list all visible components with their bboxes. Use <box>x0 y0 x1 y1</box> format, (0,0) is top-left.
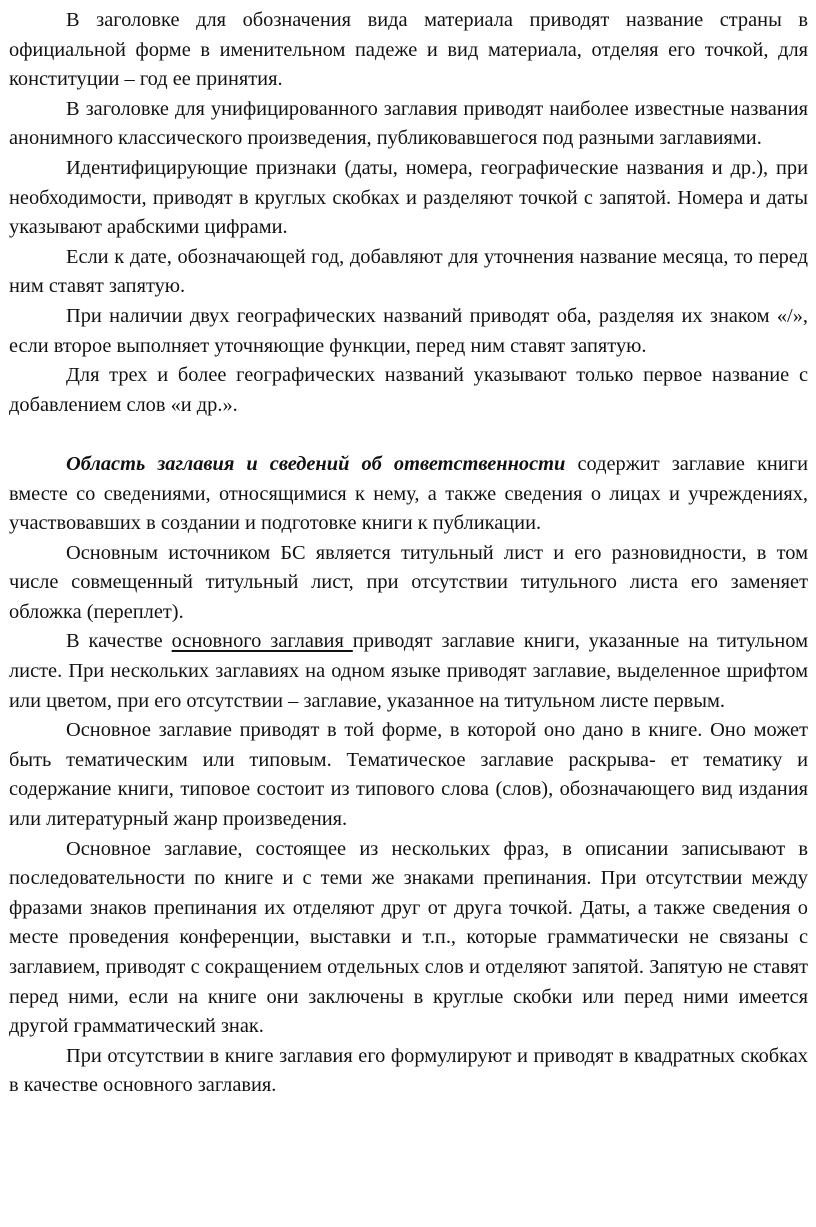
paragraph-uniform-title: В заголовке для унифицированного заглавия приводят наиболее известные названия анонимного классического произведения, публиковавшегося под разными заглавиями. <box>9 97 808 150</box>
paragraph-multi-phrase-title: Основное заглавие, состоящее из нескольких фраз, в описании записывают в последовательности по книге и с теми же знаками препинания. При отсутствии между фразами знаков препинания их отделяют друг от друга точкой. Даты, а также сведения о месте проведения конференции, выставки и т.п., которые грамматически не связаны с заглавием, приводят с сокращением отдельных слов и отделяют запятой. Запятую не ставят перед ними, если на книге они заключены в круглые скобки или перед ними имеется другой грамматический знак. <box>9 837 808 1038</box>
paragraph-main-title <box>9 627 808 716</box>
section-heading-text: содержит заглавие книги вместе со сведениями, относящимися к нему, а также сведения о лицах и учреждениях, участвовавших в создании и подготовке книги к публикации. <box>9 452 808 535</box>
paragraph-title-area <box>9 450 808 539</box>
paragraph-month: Если к дате, обозначающей год, добавляют для уточнения название месяца, то перед ним ставят запятую. <box>9 245 808 298</box>
section-heading: Область заглавия и сведений об ответственности <box>66 452 566 475</box>
paragraph-two-geographic-names: При наличии двух географических названий приводят оба, разделяя их знаком «/», если второе выполняет уточняющие функции, перед ним ставят запятую. <box>9 304 808 357</box>
main-title-lead: В качестве <box>66 630 172 653</box>
paragraph-country-heading: В заголовке для обозначения вида материала приводят название страны в официальной форме в именительном падеже и вид материала, отделяя его точкой, для конституции – год ее принятия. <box>9 9 808 91</box>
paragraph-title-form: Основное заглавие приводят в той форме, в которой оно дано в книге. Оно может быть тематическим или типовым. Тематическое заглавие раскрыва- ет тематику и содержание книги, типовое состоит из типового слова (слов), обозначающего вид издания или литературный жанр произведения. <box>9 719 808 831</box>
main-title-term: основного заглавия <box>171 630 353 653</box>
main-title-rest: приводят заглавие книги, указанные на титульном листе. При нескольких заглавиях на одном языке приводят заглавие, выделенное шрифтом или цветом, при его отсутствии – заглавие, указанное на титульном листе первым. <box>9 630 809 712</box>
section-gap <box>9 420 808 450</box>
paragraph-three-geographic-names: Для трех и более географических названий указывают только первое название с добавлением слов «и др.». <box>9 364 808 416</box>
paragraph-identifying-features: Идентифицирующие признаки (даты, номера, географические названия и др.), при необходимости, приводят в круглых скобках и разделяют точкой с запятой. Номера и даты указывают арабскими цифрами. <box>9 156 808 239</box>
paragraph-missing-title: При отсутствии в книге заглавия его формулируют и приводят в квадратных скобках в качестве основного заглавия. <box>9 1044 808 1097</box>
paragraph-main-source: Основным источником БС является титульный лист и его разновидности, в том числе совмещенный титульный лист, при отсутствии титульного листа его заменяет обложка (переплет). <box>9 541 808 623</box>
